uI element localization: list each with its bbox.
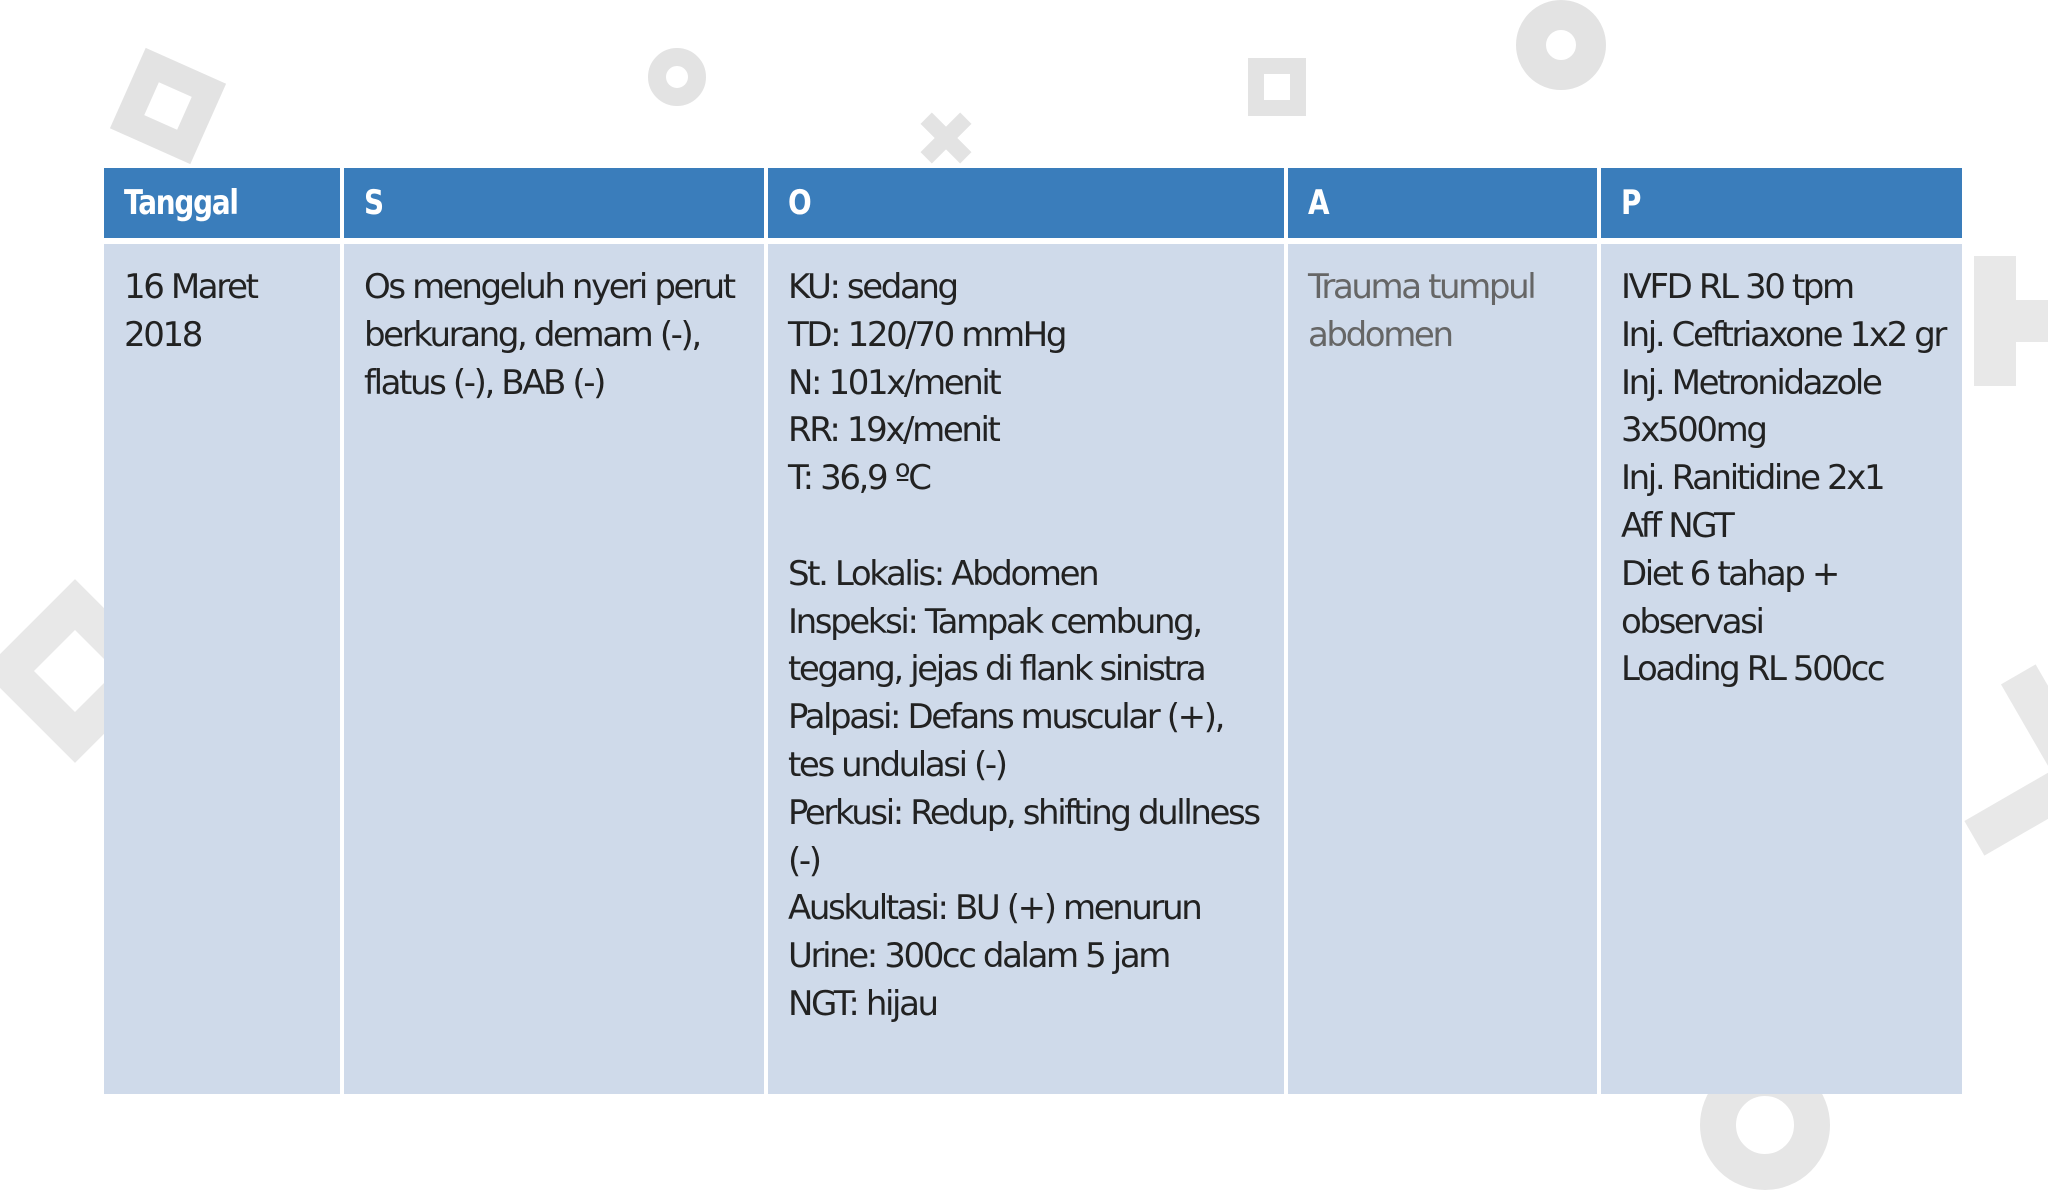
- cell-tanggal-text: 16 Maret 2018: [124, 267, 257, 355]
- header-a: [1288, 168, 1597, 238]
- header-p-label: P: [1621, 183, 1641, 223]
- header-p: [1601, 168, 1962, 238]
- header-o: [768, 168, 1284, 238]
- decorative-cross-icon: [918, 110, 974, 166]
- cell-p-text: IVFD RL 30 tpm Inj. Ceftriaxone 1x2 gr Inj. Metronidazole 3x500mg Inj. Ranitidine 2x1 Aff NGT Diet 6 tahap + observasi Loading RL 500cc: [1621, 267, 1945, 690]
- header-a-label: A: [1308, 183, 1329, 223]
- cell-o: [768, 244, 1284, 1094]
- soap-table: [104, 168, 1962, 1094]
- header-tanggal-label: Tanggal: [124, 183, 238, 223]
- cell-p: [1601, 244, 1962, 1094]
- decorative-square-icon: [1248, 58, 1306, 116]
- decorative-ring-icon: [1516, 0, 1606, 90]
- header-tanggal: [104, 168, 340, 238]
- decorative-plus-icon: [1974, 256, 2048, 386]
- cell-a-text: Trauma tumpul abdomen: [1308, 267, 1535, 355]
- cell-s-text: Os mengeluh nyeri perut berkurang, demam (-), flatus (-), BAB (-): [364, 267, 734, 403]
- cell-o-text: KU: sedang TD: 120/70 mmHg N: 101x/menit RR: 19x/menit T: 36,9 ºC St. Lokalis: Abdomen Inspeksi: Tampak cembung, tegang, jejas di flank sinistra Palpasi: Defans muscular (+), tes undulasi (-) Perkusi: Redup, shifting dullness (-) Auskultasi: BU (+) menurun Urine: 300cc dalam 5 jam NGT: hijau: [788, 267, 1259, 1024]
- cell-a: [1288, 244, 1597, 1094]
- decorative-square-icon: [110, 48, 226, 164]
- cell-tanggal: [104, 244, 340, 1094]
- cell-s: [344, 244, 764, 1094]
- header-o-label: O: [788, 183, 811, 223]
- header-s-label: S: [364, 183, 383, 223]
- decorative-ring-icon: [648, 48, 706, 106]
- header-s: [344, 168, 764, 238]
